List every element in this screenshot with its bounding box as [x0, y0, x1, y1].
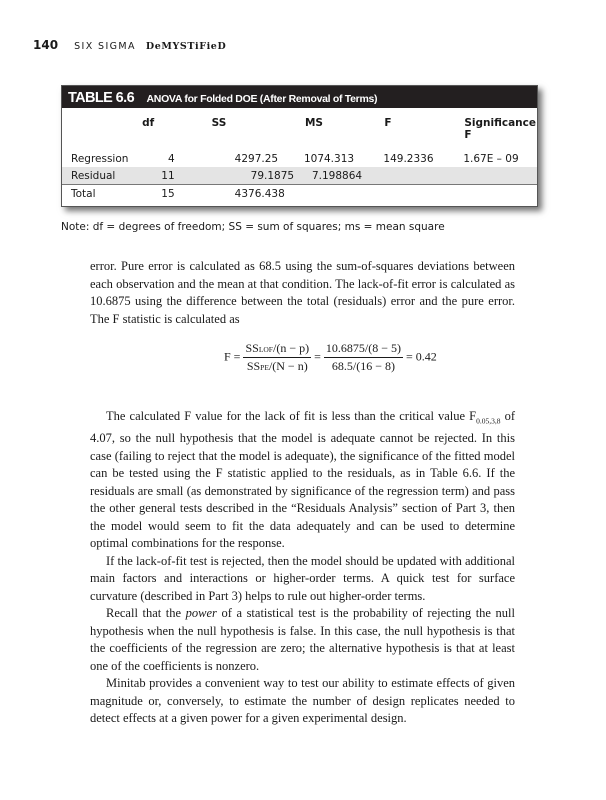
anova-table-box — [61, 85, 538, 207]
sub-lof: LOF — [258, 345, 273, 354]
num2: 10.6875/(8 − 5) — [324, 341, 403, 358]
row-df: 15 — [141, 185, 211, 203]
para4-a: Recall that the — [106, 606, 186, 620]
row-ms — [304, 185, 383, 203]
row-sig: 1.67E – 09 — [463, 152, 519, 165]
paragraph-5: Minitab provides a convenient way to test our ability to estimate effects of given magnitude or, conversely, to estimate the number of design replicates needed to detect effects at a given power for a given experimental design. — [90, 676, 515, 725]
col-df: df — [142, 117, 155, 129]
row-f — [383, 167, 463, 185]
paragraph-group — [90, 408, 515, 728]
para4-em: power — [185, 606, 217, 620]
row-sig — [463, 185, 537, 203]
col-ss: SS — [211, 117, 227, 129]
row-ms: 1074.313 — [303, 152, 355, 165]
table-row — [62, 185, 537, 203]
para4-b: of a statistical test is the probability of rejecting the null hypothesis when the null hypothesis is false. In this case, the null hypothesis is that the coefficients of the regression are zero; the alternative hypothesis is that at least one of the coefficients is nonzero. — [90, 606, 515, 673]
paragraph-4 — [90, 605, 515, 675]
running-header — [33, 38, 226, 53]
row-ss: 4376.438 — [211, 185, 304, 203]
table-header-row — [62, 108, 537, 150]
table-row — [62, 150, 537, 167]
row-f: 149.2336 — [383, 152, 434, 165]
para2-a: The calculated F value for the lack of fit is less than the critical value F — [106, 409, 477, 423]
col-source — [62, 108, 141, 150]
paragraph-2 — [90, 408, 515, 553]
table-number: TABLE 6.6 — [68, 90, 135, 106]
formula-equals: = — [314, 349, 321, 364]
formula-lhs: F = — [224, 349, 241, 364]
formula-fraction-2 — [324, 341, 403, 374]
paragraph-3: If the lack-of-fit test is rejected, then the model should be updated with additional main factors and interactions or higher-order terms. A quick test for surface curvature (described in Part 3) helps to rule out higher-order terms. — [90, 553, 515, 603]
table-title-bar — [62, 86, 537, 108]
col-f: F — [384, 117, 392, 129]
lack-of-fit-formula — [224, 341, 437, 374]
row-df: 4 — [167, 152, 175, 165]
para2-sub: 0.05,3,8 — [476, 416, 501, 426]
row-f — [383, 185, 463, 203]
num1-rest: /(n − p) — [272, 341, 310, 355]
den2: 68.5/(16 − 8) — [331, 359, 395, 373]
row-source: Residual — [62, 167, 141, 185]
row-sig — [463, 167, 537, 185]
col-significance: Significance F — [464, 117, 536, 141]
table-note: Note: df = degrees of freedom; SS = sum of squares; ms = mean square — [61, 221, 445, 233]
paragraph-text: error. Pure error is calculated as 68.5 using the sum-of-squares deviations between each observation and the mean at that condition. The lack-of-fit error is calculated as 10.6875 using the difference between the total (residuals) error and the pure error. The F statistic is calculated as — [90, 259, 515, 326]
col-ms: MS — [304, 117, 323, 129]
formula-result: = 0.42 — [405, 349, 437, 364]
row-ss: 79.1875 — [211, 167, 304, 185]
row-ms: 7.198864 — [304, 167, 383, 185]
row-source: Regression — [71, 152, 129, 165]
para2-b: of 4.07, so the null hypothesis that the model is adequate cannot be rejected. In this case (failing to reject that the model is adequate), the significance of the fitted model can be tested using the F statistic applied to the residuals, as in Table 6.6. If the residuals are small (as demonstrated by significance of the regression term) and pass the other general tests described in the “Residuals Analysis” section of Part 3, then the model would seem to fit the data adequately and can be used to determine optimal combinations for the response. — [90, 409, 515, 550]
table-caption: ANOVA for Folded DOE (After Removal of Terms) — [146, 93, 378, 105]
anova-table — [62, 108, 537, 202]
row-df: 11 — [141, 167, 211, 185]
den1-rest: /(N − n) — [268, 359, 308, 373]
row-source: Total — [62, 185, 141, 203]
row-ss: 4297.25 — [234, 152, 279, 165]
paragraph-1 — [90, 258, 515, 328]
table-row — [62, 167, 537, 185]
ss-pe: SS — [246, 359, 261, 373]
sub-pe: PE — [260, 363, 269, 372]
page-number: 140 — [33, 38, 59, 52]
running-title: SIX SIGMA — [74, 41, 136, 52]
series-brand: DeMYSTiFieD — [145, 41, 227, 52]
ss-lof: SS — [245, 341, 259, 355]
formula-fraction-1 — [243, 341, 311, 374]
